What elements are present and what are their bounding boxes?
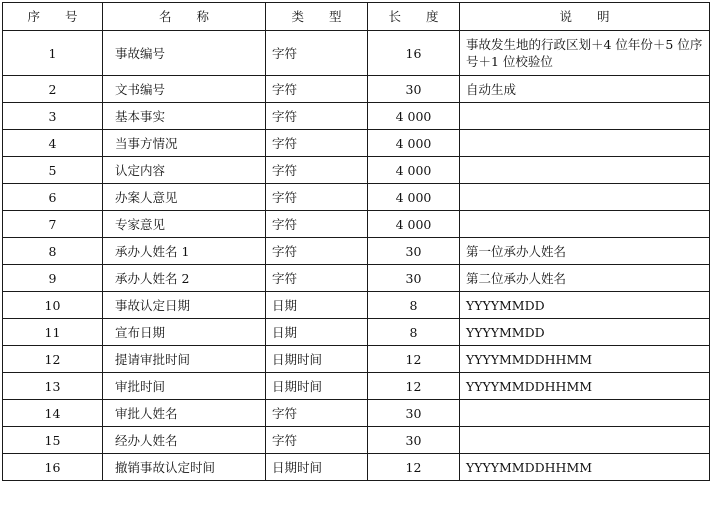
cell-name: 基本事实 bbox=[103, 103, 266, 130]
cell-seq: 16 bbox=[3, 454, 103, 481]
cell-length: 12 bbox=[368, 373, 460, 400]
cell-name: 提请审批时间 bbox=[103, 346, 266, 373]
cell-seq: 7 bbox=[3, 211, 103, 238]
cell-name: 宣布日期 bbox=[103, 319, 266, 346]
header-type: 类 型 bbox=[266, 3, 368, 31]
cell-seq: 6 bbox=[3, 184, 103, 211]
cell-length: 4 000 bbox=[368, 211, 460, 238]
table-row bbox=[3, 211, 710, 238]
table-row bbox=[3, 292, 710, 319]
table-row bbox=[3, 157, 710, 184]
cell-length: 8 bbox=[368, 319, 460, 346]
cell-type: 字符 bbox=[266, 130, 368, 157]
cell-description: 第一位承办人姓名 bbox=[460, 238, 710, 265]
cell-type: 日期时间 bbox=[266, 373, 368, 400]
cell-seq: 15 bbox=[3, 427, 103, 454]
cell-seq: 14 bbox=[3, 400, 103, 427]
cell-description: 自动生成 bbox=[460, 76, 710, 103]
cell-name: 承办人姓名 1 bbox=[103, 238, 266, 265]
table-row bbox=[3, 427, 710, 454]
cell-name: 专家意见 bbox=[103, 211, 266, 238]
cell-name: 认定内容 bbox=[103, 157, 266, 184]
header-description: 说 明 bbox=[460, 3, 710, 31]
cell-seq: 4 bbox=[3, 130, 103, 157]
table-row bbox=[3, 103, 710, 130]
cell-type: 字符 bbox=[266, 31, 368, 76]
header-length: 长 度 bbox=[368, 3, 460, 31]
cell-seq: 9 bbox=[3, 265, 103, 292]
table-row bbox=[3, 76, 710, 103]
cell-description: YYYYMMDDHHMM bbox=[460, 373, 710, 400]
cell-type: 字符 bbox=[266, 211, 368, 238]
cell-length: 8 bbox=[368, 292, 460, 319]
table-row bbox=[3, 265, 710, 292]
cell-description: 第二位承办人姓名 bbox=[460, 265, 710, 292]
data-table-container bbox=[2, 2, 709, 513]
cell-name: 事故编号 bbox=[103, 31, 266, 76]
cell-name: 承办人姓名 2 bbox=[103, 265, 266, 292]
cell-seq: 5 bbox=[3, 157, 103, 184]
header-seq: 序 号 bbox=[3, 3, 103, 31]
data-field-table bbox=[2, 2, 710, 481]
cell-length: 12 bbox=[368, 454, 460, 481]
cell-name: 当事方情况 bbox=[103, 130, 266, 157]
table-row bbox=[3, 130, 710, 157]
table-header bbox=[3, 3, 710, 31]
cell-description bbox=[460, 157, 710, 184]
cell-name: 文书编号 bbox=[103, 76, 266, 103]
cell-name: 办案人意见 bbox=[103, 184, 266, 211]
cell-description bbox=[460, 211, 710, 238]
cell-length: 4 000 bbox=[368, 184, 460, 211]
cell-length: 4 000 bbox=[368, 157, 460, 184]
cell-description: YYYYMMDD bbox=[460, 292, 710, 319]
table-row bbox=[3, 184, 710, 211]
cell-length: 4 000 bbox=[368, 103, 460, 130]
cell-length: 30 bbox=[368, 238, 460, 265]
cell-seq: 11 bbox=[3, 319, 103, 346]
cell-type: 日期时间 bbox=[266, 454, 368, 481]
cell-name: 审批人姓名 bbox=[103, 400, 266, 427]
cell-length: 30 bbox=[368, 400, 460, 427]
table-row bbox=[3, 319, 710, 346]
cell-type: 字符 bbox=[266, 76, 368, 103]
cell-description bbox=[460, 130, 710, 157]
cell-type: 日期时间 bbox=[266, 346, 368, 373]
cell-length: 12 bbox=[368, 346, 460, 373]
cell-length: 30 bbox=[368, 76, 460, 103]
cell-type: 字符 bbox=[266, 184, 368, 211]
cell-type: 日期 bbox=[266, 292, 368, 319]
cell-description: YYYYMMDDHHMM bbox=[460, 454, 710, 481]
cell-description bbox=[460, 427, 710, 454]
cell-name: 经办人姓名 bbox=[103, 427, 266, 454]
table-body bbox=[3, 31, 710, 481]
cell-type: 字符 bbox=[266, 400, 368, 427]
cell-seq: 13 bbox=[3, 373, 103, 400]
cell-type: 字符 bbox=[266, 103, 368, 130]
cell-seq: 12 bbox=[3, 346, 103, 373]
cell-description bbox=[460, 400, 710, 427]
table-row bbox=[3, 373, 710, 400]
header-name: 名 称 bbox=[103, 3, 266, 31]
cell-description bbox=[460, 103, 710, 130]
cell-length: 16 bbox=[368, 31, 460, 76]
header-row bbox=[3, 3, 710, 31]
table-row bbox=[3, 346, 710, 373]
cell-seq: 3 bbox=[3, 103, 103, 130]
cell-type: 字符 bbox=[266, 265, 368, 292]
cell-name: 事故认定日期 bbox=[103, 292, 266, 319]
cell-description bbox=[460, 184, 710, 211]
table-row bbox=[3, 454, 710, 481]
cell-type: 字符 bbox=[266, 157, 368, 184]
table-row bbox=[3, 400, 710, 427]
cell-length: 30 bbox=[368, 265, 460, 292]
cell-length: 30 bbox=[368, 427, 460, 454]
cell-name: 撤销事故认定时间 bbox=[103, 454, 266, 481]
cell-seq: 2 bbox=[3, 76, 103, 103]
cell-name: 审批时间 bbox=[103, 373, 266, 400]
table-row bbox=[3, 31, 710, 76]
cell-seq: 10 bbox=[3, 292, 103, 319]
cell-type: 字符 bbox=[266, 238, 368, 265]
cell-type: 日期 bbox=[266, 319, 368, 346]
cell-description: YYYYMMDD bbox=[460, 319, 710, 346]
cell-seq: 1 bbox=[3, 31, 103, 76]
cell-seq: 8 bbox=[3, 238, 103, 265]
cell-description: YYYYMMDDHHMM bbox=[460, 346, 710, 373]
cell-length: 4 000 bbox=[368, 130, 460, 157]
cell-type: 字符 bbox=[266, 427, 368, 454]
table-row bbox=[3, 238, 710, 265]
cell-description: 事故发生地的行政区划＋4 位年份＋5 位序号＋1 位校验位 bbox=[460, 31, 710, 76]
